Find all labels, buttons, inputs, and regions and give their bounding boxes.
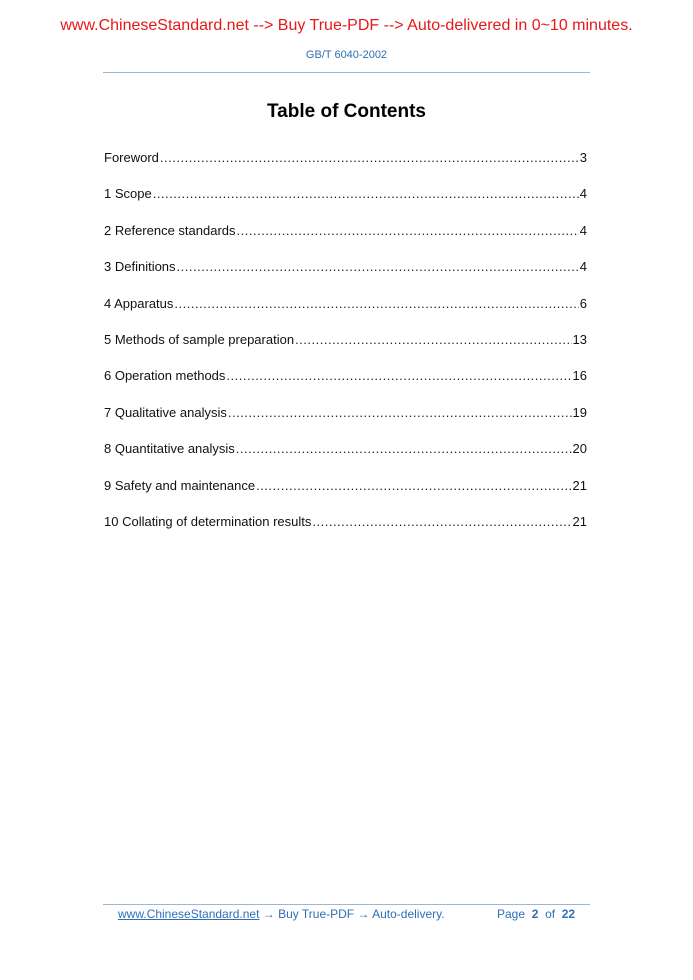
toc-dot-leader <box>228 405 572 420</box>
toc-dot-leader <box>160 150 579 165</box>
footer <box>118 907 588 921</box>
toc-entry-page: 4 <box>579 186 587 202</box>
toc-entry-sample-preparation[interactable] <box>104 332 587 368</box>
page-total: 22 <box>561 907 576 921</box>
toc-dot-leader <box>174 296 578 311</box>
toc-dot-leader <box>312 514 571 529</box>
page-current: 2 <box>531 907 539 921</box>
toc-entry-page: 21 <box>572 513 587 529</box>
toc-entry-page: 20 <box>572 441 587 457</box>
toc-entry-safety-maintenance[interactable] <box>104 478 587 514</box>
toc-entry-page: 3 <box>579 150 587 165</box>
toc-entry-label: 1 Scope <box>104 186 152 202</box>
page-indicator <box>497 907 575 921</box>
toc-dot-leader <box>153 186 579 201</box>
standard-code: GB/T 6040-2002 <box>305 49 388 61</box>
page-of: of <box>545 907 556 921</box>
page-label: Page <box>497 907 526 921</box>
toc-entry-foreword[interactable] <box>104 150 587 186</box>
toc-entry-label: 8 Quantitative analysis <box>104 441 235 457</box>
toc-dot-leader <box>237 223 579 238</box>
footer-site-link[interactable]: www.ChineseStandard.net <box>118 907 260 921</box>
toc-entry-label: 9 Safety and maintenance <box>104 477 256 493</box>
toc-entry-scope[interactable] <box>104 186 587 222</box>
toc-entry-apparatus[interactable] <box>104 296 587 332</box>
toc-entry-operation-methods[interactable] <box>104 368 587 404</box>
toc-dot-leader <box>256 478 571 493</box>
toc-entry-label: 7 Qualitative analysis <box>104 404 227 420</box>
toc-entry-collating-results[interactable] <box>104 514 587 550</box>
toc-entry-label: 6 Operation methods <box>104 368 226 384</box>
page-title: Table of Contents <box>266 101 427 122</box>
toc-dot-leader <box>295 332 571 347</box>
toc-list <box>104 150 587 550</box>
footer-divider <box>103 904 590 905</box>
toc-entry-definitions[interactable] <box>104 259 587 295</box>
toc-dot-leader <box>236 441 572 456</box>
toc-entry-label: 10 Collating of determination results <box>104 513 312 529</box>
toc-entry-page: 4 <box>579 222 587 238</box>
toc-entry-page: 16 <box>572 368 587 384</box>
toc-entry-reference-standards[interactable] <box>104 223 587 259</box>
toc-dot-leader <box>226 368 571 383</box>
toc-entry-label: 2 Reference standards <box>104 222 236 238</box>
toc-entry-label: 4 Apparatus <box>104 295 174 311</box>
toc-entry-quantitative-analysis[interactable] <box>104 441 587 477</box>
toc-dot-leader <box>177 259 579 274</box>
toc-entry-label: 3 Definitions <box>104 259 176 275</box>
header-divider <box>103 72 590 73</box>
toc-entry-label: 5 Methods of sample preparation <box>104 331 295 347</box>
footer-text: → Buy True-PDF → Auto-delivery. <box>259 907 445 921</box>
toc-entry-label: Foreword <box>104 150 159 165</box>
toc-entry-page: 19 <box>572 404 587 420</box>
toc-entry-page: 6 <box>579 295 587 311</box>
toc-entry-page: 21 <box>572 477 587 493</box>
top-banner-link[interactable]: www.ChineseStandard.net --> Buy True-PDF --> Auto-delivered in 0~10 minutes. <box>60 17 633 34</box>
toc-entry-page: 13 <box>572 331 587 347</box>
toc-entry-qualitative-analysis[interactable] <box>104 405 587 441</box>
toc-entry-page: 4 <box>579 259 587 275</box>
